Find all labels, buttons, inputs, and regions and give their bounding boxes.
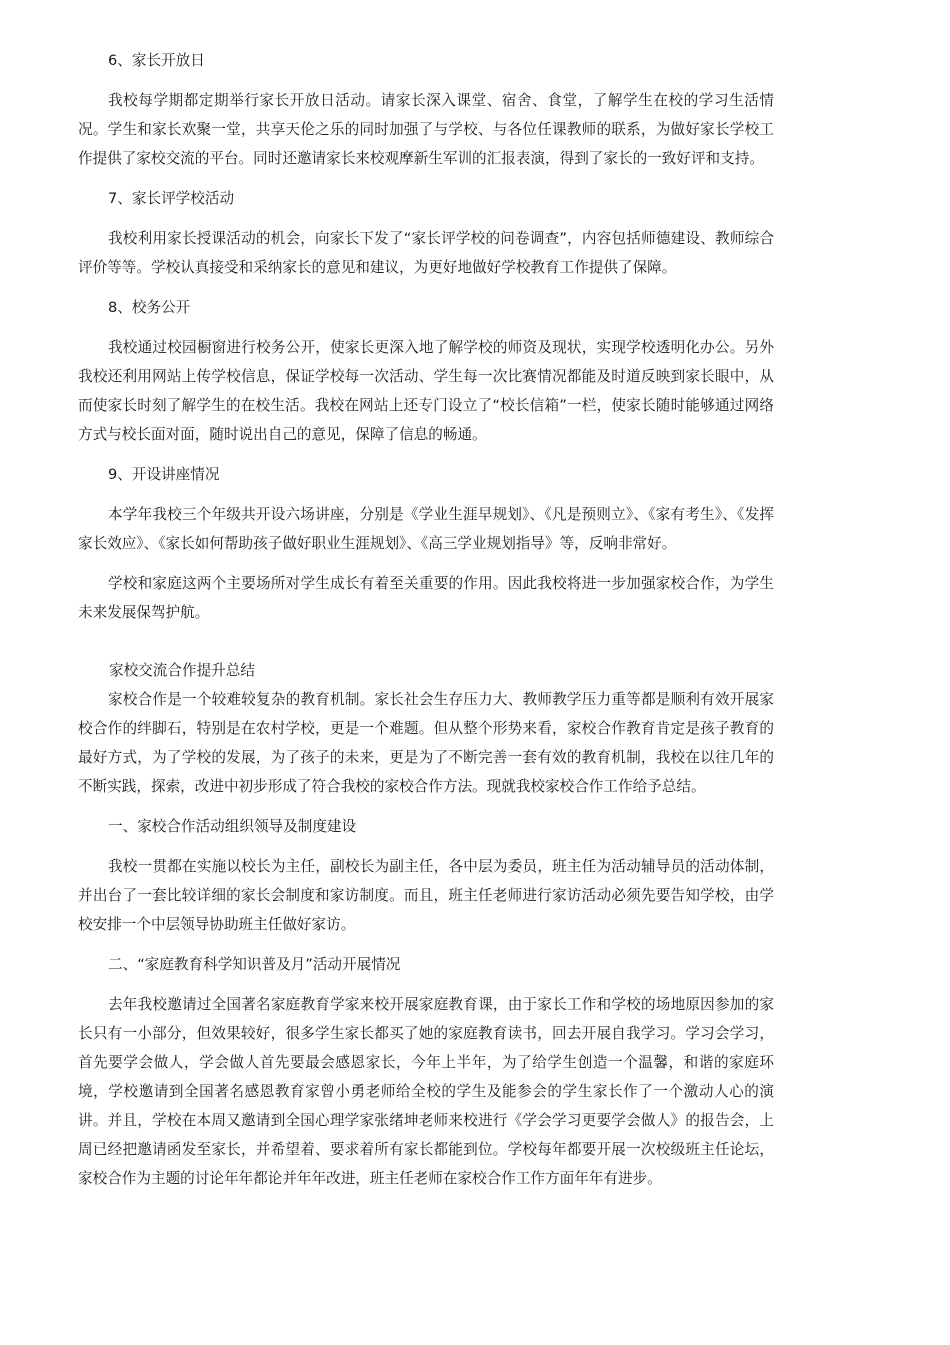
section-heading-6: 6、家长开放日 xyxy=(108,52,205,69)
subparagraph-2: 去年我校邀请过全国著名家庭教育学家来校开展家庭教育课，由于家长工作和学校的场地原因参加的家长只有一小部分，但效果较好，很多学生家长都买了她的家庭教育读书，回去开展自我学习。学习会学习，首先要学会做人，学会做人首先要最会感恩家长，今年上半年，为了给学生创造一个温馨，和谐的家庭环境，学校邀请到全国著名感恩教育家曾小勇老师给全校的学生及能参会的学生家长作了一个激动人心的演讲。并且，学校在本周又邀请到全国心理学家张绪坤老师来校进行《学会学习更要学会做人》的报告会，上周已经把邀请函发至家长，并希望着、要求着所有家长都能到位。学校每年都要开展一次校级班主任论坛，家校合作为主题的讨论年年都论并年年改进，班主任老师在家校合作工作方面年年有进步。 xyxy=(78,996,774,1187)
subparagraph-1: 我校一贯都在实施以校长为主任，副校长为副主任，各中层为委员，班主任为活动辅导员的活动体制，并出台了一套比较详细的家长会制度和家访制度。而且，班主任老师进行家访活动必须先要告知学校，由学校安排一个中层领导协助班主任做好家访。 xyxy=(78,858,774,933)
document-title: 家校交流合作提升总结 xyxy=(109,662,255,679)
document-page xyxy=(78,46,774,1193)
section-paragraph-6: 我校每学期都定期举行家长开放日活动。请家长深入课堂、宿舍、食堂，了解学生在校的学习生活情况。学生和家长欢聚一堂，共享天伦之乐的同时加强了与学校、与各位任课教师的联系，为做好家长学校工作提供了家校交流的平台。同时还邀请家长来校观摩新生军训的汇报表演，得到了家长的一致好评和支持。 xyxy=(78,92,774,167)
subheading-1: 一、家校合作活动组织领导及制度建设 xyxy=(108,818,357,835)
section-paragraph-8: 我校通过校园橱窗进行校务公开，使家长更深入地了解学校的师资及现状，实现学校透明化办公。另外我校还利用网站上传学校信息，保证学校每一次活动、学生每一次比赛情况都能及时道反映到家长眼中，从而使家长时刻了解学生的在校生活。我校在网站上还专门设立了“校长信箱”一栏，使家长随时能够通过网络方式与校长面对面，随时说出自己的意见，保障了信息的畅通。 xyxy=(78,339,774,443)
section-paragraph-7: 我校利用家长授课活动的机会，向家长下发了“家长评学校的问卷调查”，内容包括师德建设、教师综合评价等等。学校认真接受和采纳家长的意见和建议，为更好地做好学校教育工作提供了保障。 xyxy=(78,230,774,276)
section-heading-9: 9、开设讲座情况 xyxy=(108,466,220,483)
subheading-2: 二、“家庭教育科学知识普及月”活动开展情况 xyxy=(108,956,401,973)
intro-paragraph: 家校合作是一个较难较复杂的教育机制。家长社会生存压力大、教师教学压力重等都是顺利有效开展家校合作的绊脚石，特别是在农村学校，更是一个难题。但从整个形势来看，家校合作教育肯定是孩子教育的最好方式，为了学校的发展，为了孩子的未来，更是为了不断完善一套有效的教育机制，我校在以往几年的不断实践，探索，改进中初步形成了符合我校的家校合作方法。现就我校家校合作工作给予总结。 xyxy=(78,691,774,795)
section-paragraph-9: 本学年我校三个年级共开设六场讲座，分别是《学业生涯早规划》、《凡是预则立》、《家有考生》、《发挥家长效应》、《家长如何帮助孩子做好职业生涯规划》、《高三学业规划指导》等，反响非常好。 xyxy=(78,506,774,552)
closing-paragraph: 学校和家庭这两个主要场所对学生成长有着至关重要的作用。因此我校将进一步加强家校合作，为学生未来发展保驾护航。 xyxy=(78,575,774,621)
section-heading-7: 7、家长评学校活动 xyxy=(108,190,235,207)
section-heading-8: 8、校务公开 xyxy=(108,299,191,316)
